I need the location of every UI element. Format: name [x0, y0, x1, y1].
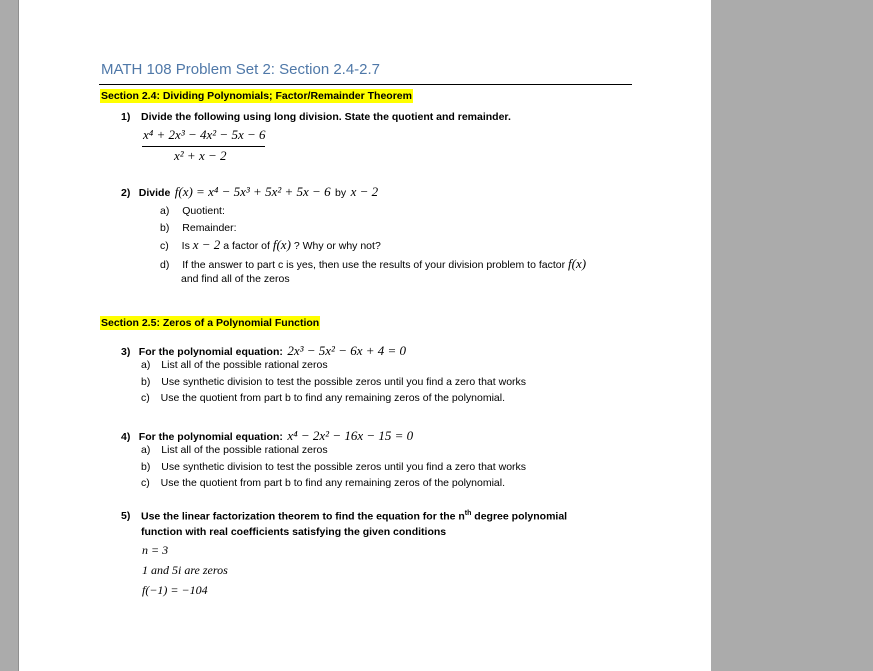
question-2-part-d: d) If the answer to part c is yes, then use the results of your division problem to factor f(x)	[160, 256, 587, 271]
question-4: 4) For the polynomial equation: x⁴ − 2x² − 16x − 15 = 0	[121, 428, 414, 443]
document-title: MATH 108 Problem Set 2: Section 2.4-2.7	[101, 61, 381, 78]
question-2-part-b: b) Remainder:	[160, 222, 237, 234]
question-3-part-c: c) Use the quotient from part b to find any remaining zeros of the polynomial.	[141, 392, 506, 404]
question-4-part-b: b) Use synthetic division to test the possible zeros until you find a zero that works	[141, 461, 527, 473]
question-3: 3) For the polynomial equation: 2x³ − 5x² − 6x + 4 = 0	[121, 343, 407, 358]
question-1-text: Divide the following using long division. State the quotient and remainder.	[141, 111, 511, 123]
question-5-number: 5)	[121, 510, 131, 522]
question-1-number: 1)	[121, 111, 131, 123]
fraction-bar	[142, 146, 265, 147]
question-1-numerator: x⁴ + 2x³ − 4x² − 5x − 6	[143, 127, 266, 142]
document-page	[18, 0, 712, 671]
question-5-condition-zeros: 1 and 5i are zeros	[142, 563, 228, 577]
question-4-part-a: a) List all of the possible rational zeros	[141, 444, 328, 456]
question-2-part-c: c) Is x − 2 a factor of f(x) ? Why or why not?	[160, 237, 381, 252]
question-3-part-a: a) List all of the possible rational zeros	[141, 359, 328, 371]
question-4-part-c: c) Use the quotient from part b to find any remaining zeros of the polynomial.	[141, 477, 506, 489]
section-heading-2-5: Section 2.5: Zeros of a Polynomial Function	[101, 317, 320, 329]
question-1-denominator: x² + x − 2	[174, 148, 227, 163]
question-5-line2: function with real coefficients satisfying the given conditions	[141, 526, 447, 538]
question-5-line1: Use the linear factorization theorem to find the equation for the $n^{th}$ degree polynomial	[141, 510, 568, 523]
section-heading-2-4: Section 2.4: Dividing Polynomials; Factor/Remainder Theorem	[101, 90, 412, 102]
workspace-background	[711, 0, 873, 671]
question-2: 2) Divide f(x) = x⁴ − 5x³ + 5x² + 5x − 6 by x − 2	[121, 184, 379, 199]
question-2-part-a: a) Quotient:	[160, 205, 225, 217]
question-5-condition-value: f(−1) = −104	[142, 583, 208, 597]
title-underline	[99, 84, 632, 85]
question-2-part-d-line2: and find all of the zeros	[181, 273, 290, 285]
question-5-condition-n: n = 3	[142, 543, 169, 557]
question-3-part-b: b) Use synthetic division to test the possible zeros until you find a zero that works	[141, 376, 527, 388]
